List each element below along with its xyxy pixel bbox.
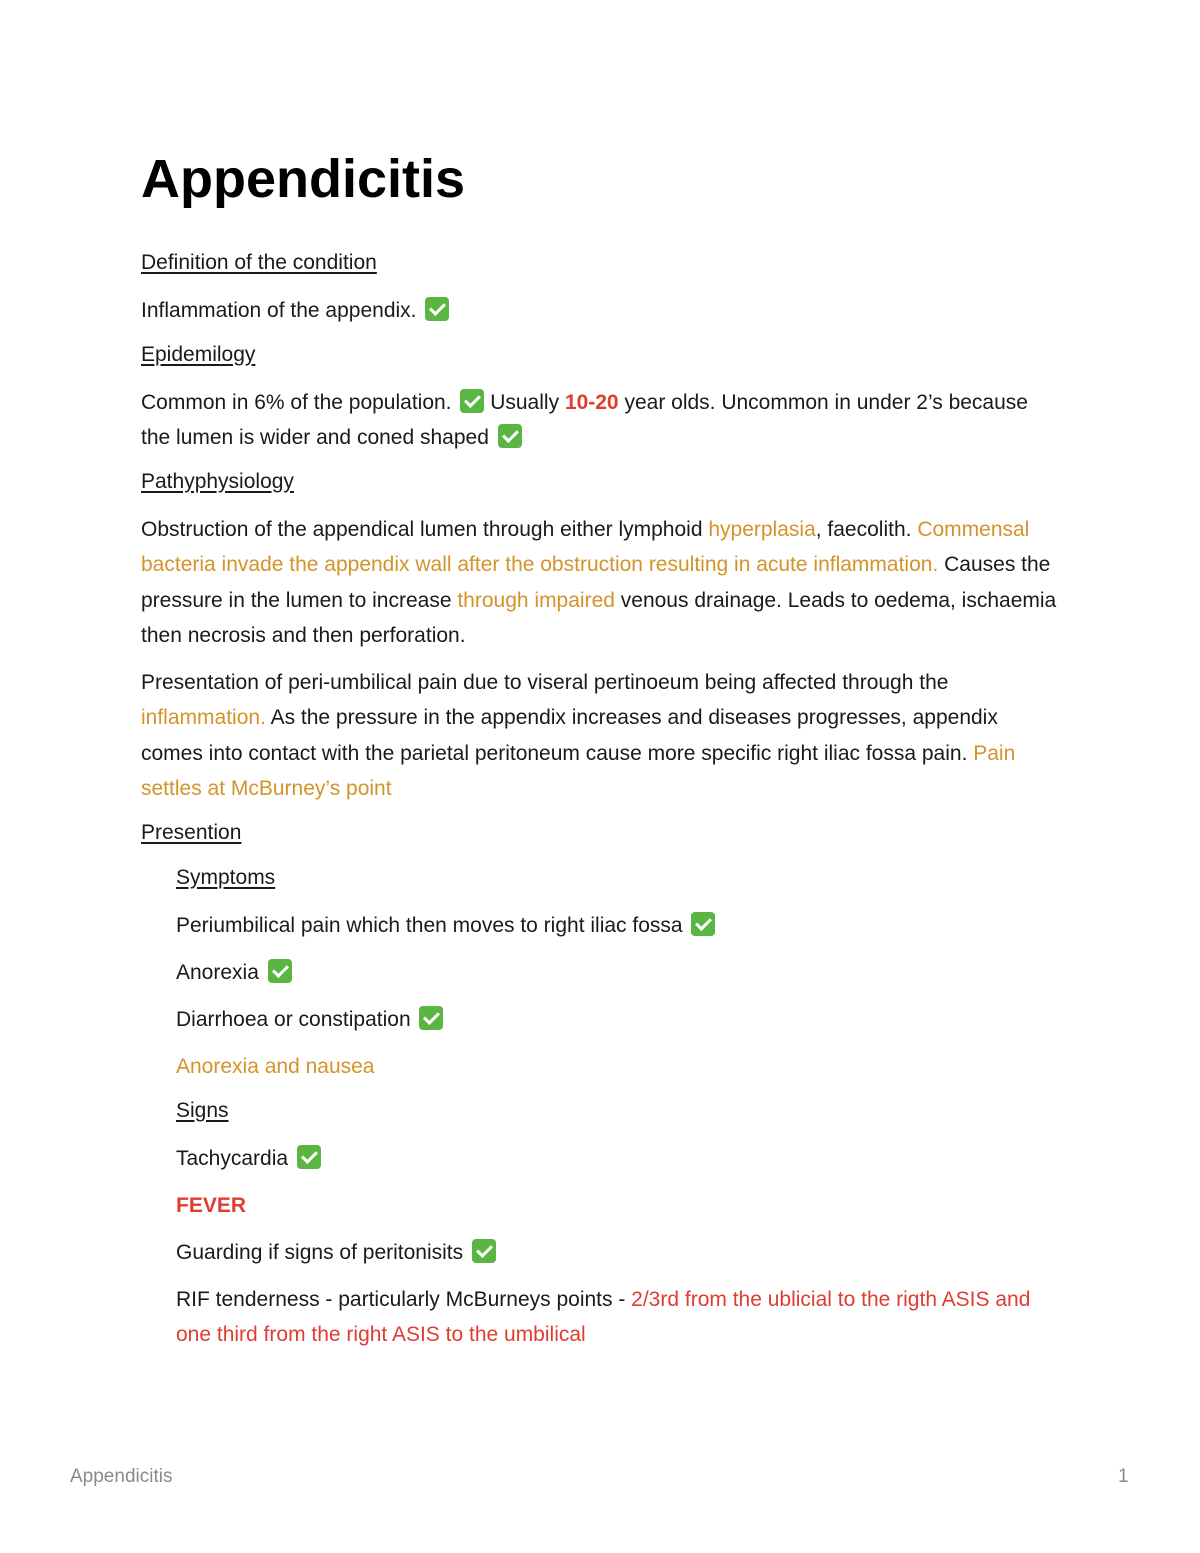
check-mark-icon bbox=[419, 1006, 443, 1030]
epidemiology-text bbox=[141, 385, 1061, 456]
check-mark-icon bbox=[425, 297, 449, 321]
patho-p1-highlight-3: through impaired bbox=[457, 588, 615, 612]
check-mark-icon bbox=[460, 389, 484, 413]
definition-body: Inflammation of the appendix. bbox=[141, 299, 417, 322]
page-title: Appendicitis bbox=[141, 149, 466, 209]
check-mark-icon bbox=[472, 1239, 496, 1263]
patho-p1-text-1: Obstruction of the appendical lumen through either lymphoid bbox=[141, 517, 709, 541]
patho-p2-highlight-2: Pain settles at McBurney’s point bbox=[141, 741, 1016, 800]
mcburney-description: 2/3rd from the ublicial to the rigth ASIS and one third from the right ASIS to the umbilical bbox=[176, 1287, 1031, 1346]
document-content bbox=[141, 148, 1061, 1364]
patho-p1-text-5: Causes the pressure in the lumen to increase bbox=[141, 553, 1051, 612]
sign-item bbox=[176, 1141, 1061, 1176]
check-mark-icon bbox=[297, 1145, 321, 1169]
check-mark-icon bbox=[268, 959, 292, 983]
symptom-item-highlight: Anorexia and nausea bbox=[176, 1054, 375, 1078]
pathophysiology-heading: Pathyphysiology bbox=[141, 469, 294, 493]
patho-p2-text-1: Presentation of peri-umbilical pain due to viseral pertinoeum being affected through the bbox=[141, 670, 949, 694]
pathophysiology-paragraph-2 bbox=[141, 665, 1061, 807]
definition-heading: Definition of the condition bbox=[141, 251, 377, 274]
symptom-item bbox=[176, 908, 1061, 943]
patho-p2-text-3: As the pressure in the appendix increases and diseases progresses, appendix comes into contact with the parietal peritoneum cause more specific right iliac fossa pain. bbox=[141, 706, 998, 765]
footer-title: Appendicitis bbox=[70, 1466, 173, 1487]
symptom-item bbox=[176, 955, 1061, 990]
sign-item bbox=[176, 1235, 1061, 1270]
sign-item-rif bbox=[176, 1282, 1061, 1352]
symptoms-heading: Symptoms bbox=[176, 865, 276, 889]
patho-p1-text-3: , faecolith. bbox=[815, 517, 918, 541]
page-number: 1 bbox=[1118, 1466, 1129, 1487]
patho-p1-text-7: venous drainage. Leads to oedema, ischaemia then necrosis and then perforation. bbox=[141, 588, 1057, 647]
age-range-highlight: 10-20 bbox=[564, 390, 619, 414]
epidemiology-text-2: Usually bbox=[484, 390, 565, 414]
epidemiology-text-1: Common in 6% of the population. bbox=[141, 390, 452, 414]
check-mark-icon bbox=[498, 424, 522, 448]
patho-p2-highlight-1: inflammation. bbox=[141, 706, 266, 729]
sign-text: RIF tenderness - particularly McBurneys points - bbox=[176, 1287, 632, 1311]
definition-text bbox=[141, 293, 1061, 329]
presentation-heading: Presention bbox=[141, 820, 242, 844]
epidemiology-text-4: year olds. Uncommon in under 2’s because the lumen is wider and coned shaped bbox=[141, 390, 1028, 449]
symptom-text: Diarrhoea or constipation bbox=[176, 1007, 411, 1031]
pathophysiology-paragraph-1 bbox=[141, 512, 1061, 654]
sign-text: Tachycardia bbox=[176, 1146, 289, 1170]
signs-heading: Signs bbox=[176, 1098, 229, 1122]
presentation-block bbox=[176, 863, 1061, 1352]
symptom-text: Anorexia bbox=[176, 960, 259, 984]
check-mark-icon bbox=[691, 912, 715, 936]
sign-item-fever: FEVER bbox=[176, 1193, 247, 1217]
symptom-item bbox=[176, 1002, 1061, 1037]
epidemiology-heading: Epidemilogy bbox=[141, 342, 256, 366]
symptom-text: Periumbilical pain which then moves to right iliac fossa bbox=[176, 913, 683, 937]
patho-p1-highlight-1: hyperplasia bbox=[708, 517, 816, 541]
patho-p1-highlight-2: Commensal bacteria invade the appendix wall after the obstruction resulting in acute inflammation. bbox=[141, 517, 1030, 576]
sign-text: Guarding if signs of peritonisits bbox=[176, 1240, 464, 1264]
